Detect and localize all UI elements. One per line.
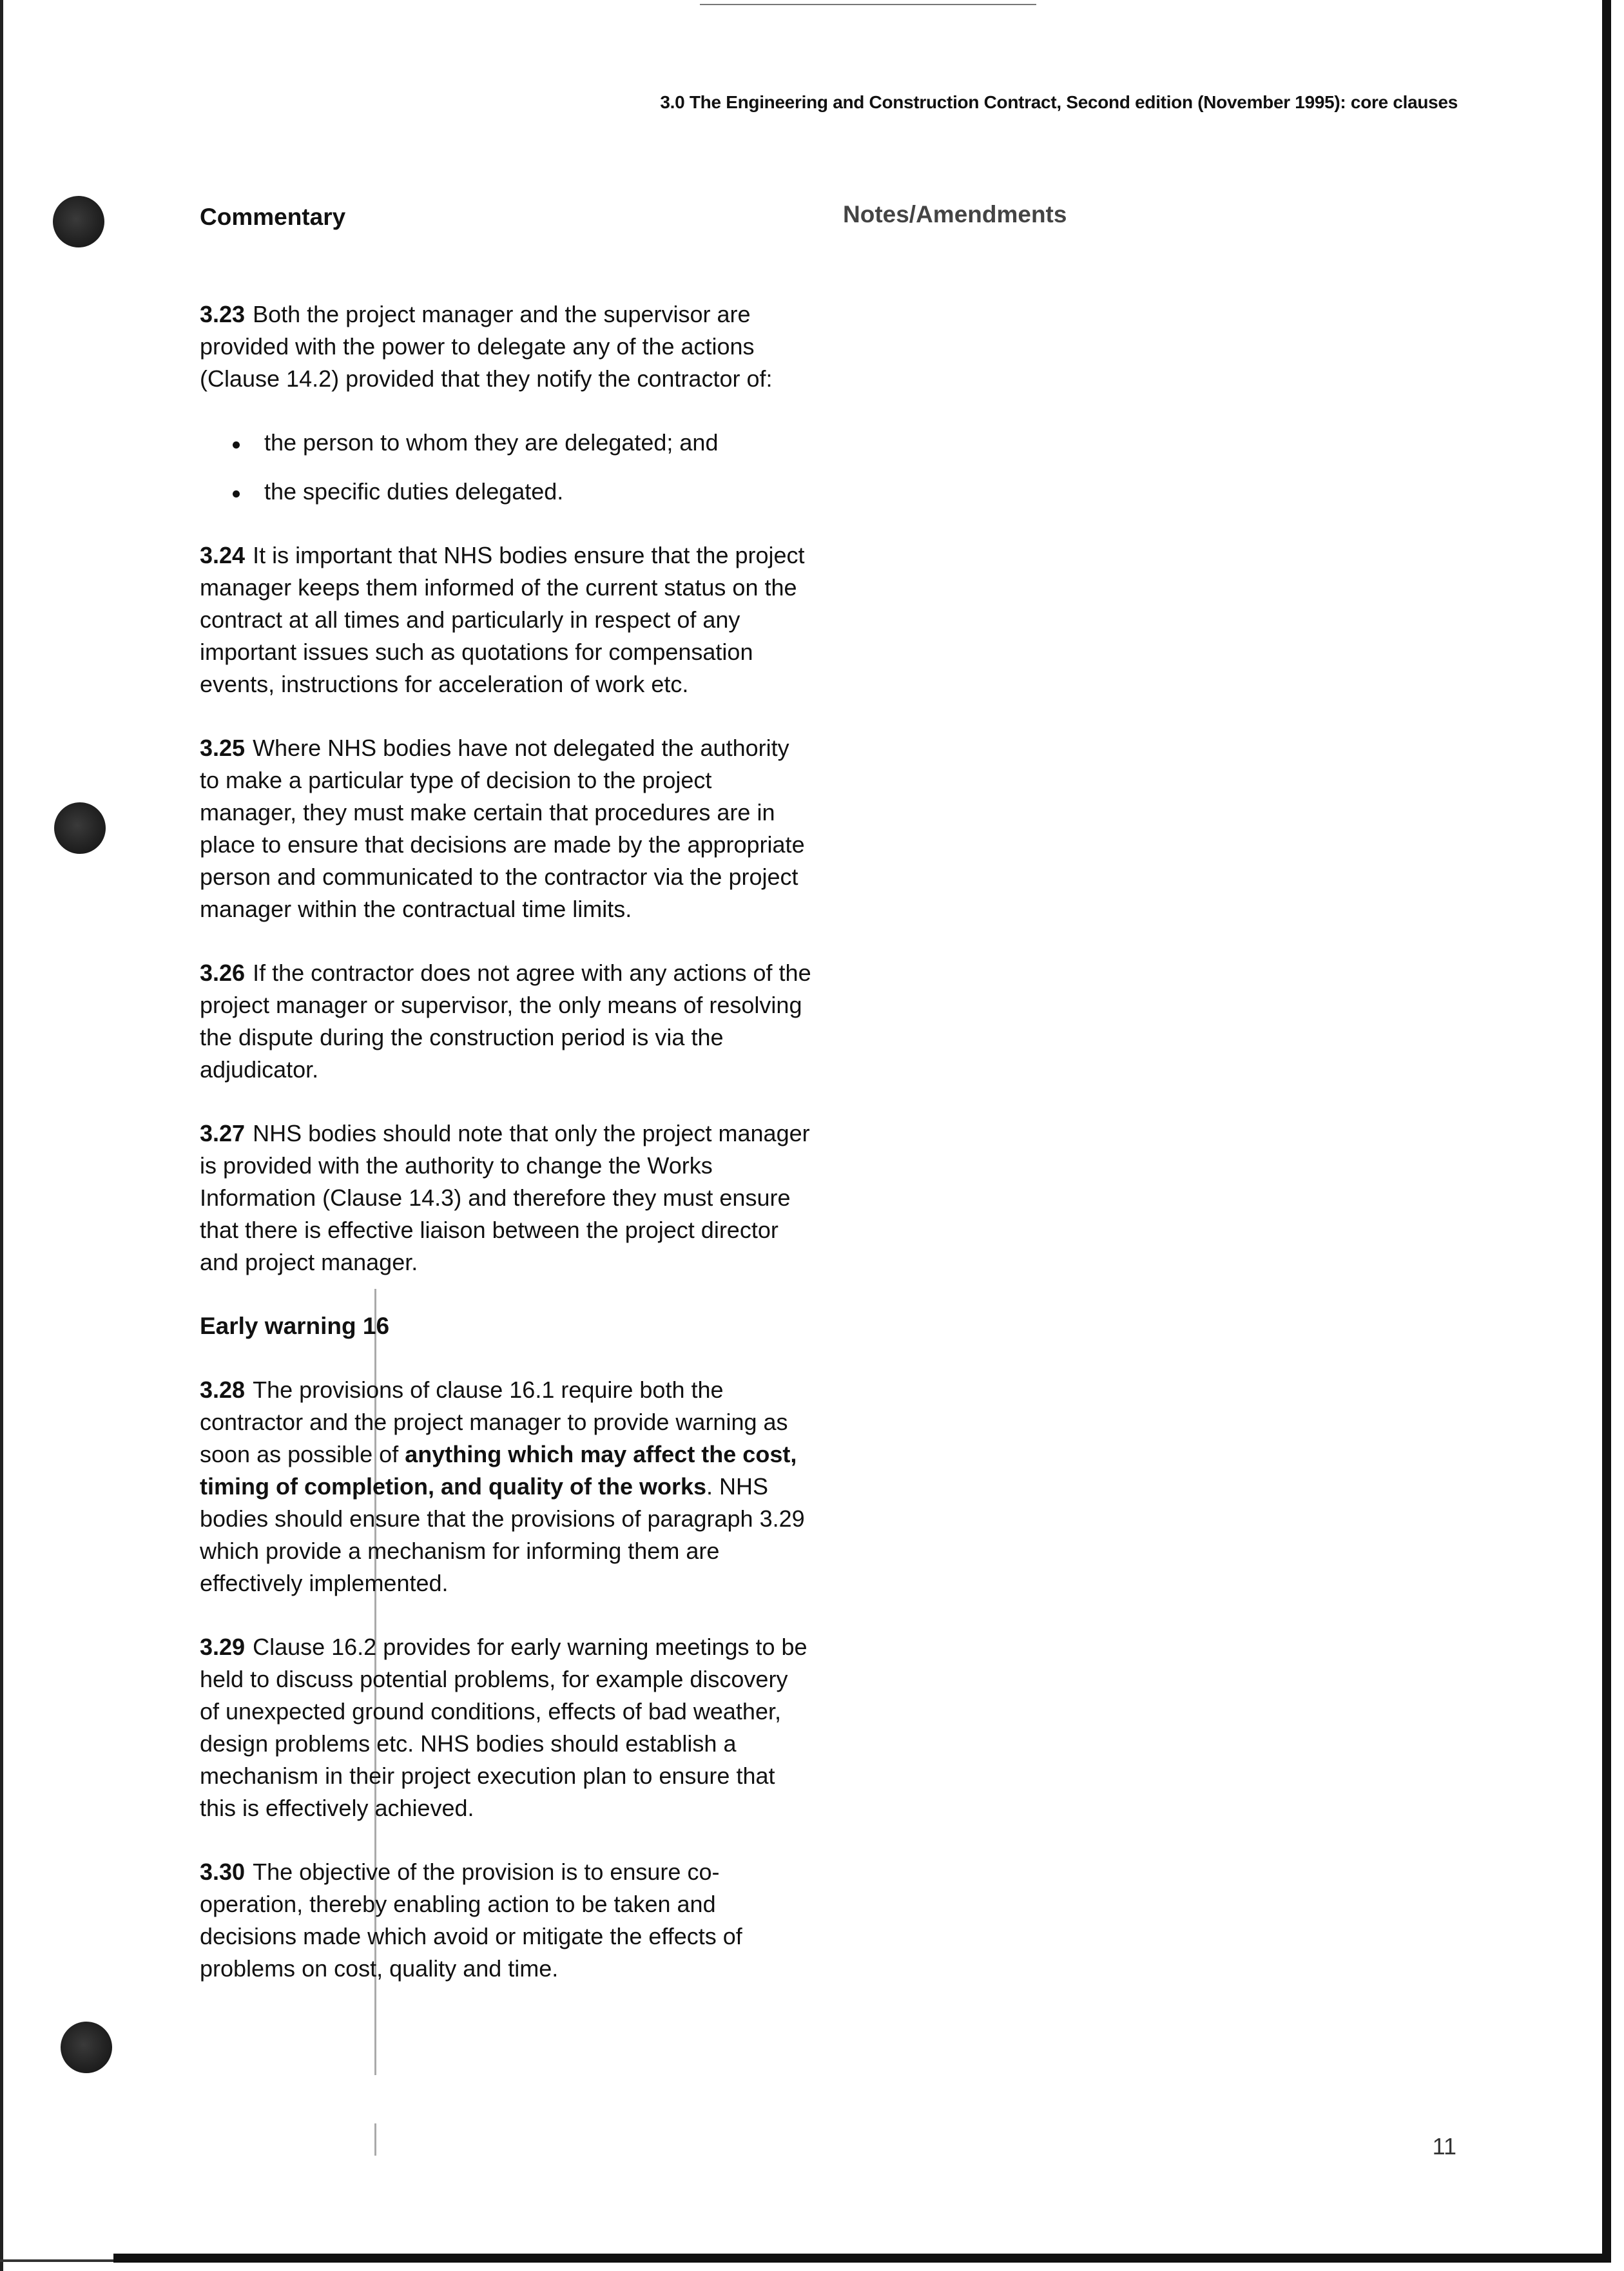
running-header: 3.0 The Engineering and Construction Contract, Second edition (November 1995): core clauses: [660, 92, 1458, 112]
early-warning-heading: [200, 1310, 812, 1342]
paragraph-text: Clause 16.2 provides for early warning meetings to be held to discuss potential problems, for example discovery of unexpected ground conditions, effects of bad weather, design problems etc. NHS bodies should establish a mechanism in their project execution plan to ensure that this is effectively achieved.: [200, 1634, 807, 1821]
bottom-page-edge: [113, 2254, 1611, 2263]
paragraph-number: 3.27: [200, 1120, 246, 1146]
scan-fold-line-lower: [374, 2123, 376, 2156]
delegation-bullet-list: [200, 427, 812, 508]
paragraph-3-26: [200, 957, 812, 1086]
paragraph-text: The provisions of clause 16.1 require both the contractor and the project manager to provide warning as soon as possible of: [200, 1377, 788, 1467]
right-page-edge: [1602, 0, 1611, 2261]
paragraph-text: NHS bodies should note that only the project manager is provided with the authority to change the Works Information (Clause 14.3) and therefore they must ensure that there is effective liaison between the project director and project manager.: [200, 1120, 810, 1275]
paragraph-text: The objective of the provision is to ensure co-operation, thereby enabling action to be taken and decisions made which avoid or mitigate the effects of problems on cost, quality and time.: [200, 1859, 742, 1982]
bullet-item: the person to whom they are delegated; and: [200, 427, 812, 459]
paragraph-number: 3.26: [200, 960, 246, 986]
paragraph-emphasis: anything which may affect the cost, timing of completion, and quality of the works: [200, 1441, 797, 1500]
notes-amendments-heading: Notes/Amendments: [843, 201, 1067, 227]
punch-hole-top: [53, 196, 104, 247]
paragraph-3-25: [200, 732, 812, 925]
bullet-item: the specific duties delegated.: [200, 476, 812, 508]
paragraph-3-27: [200, 1117, 812, 1279]
paragraph-number: 3.25: [200, 735, 246, 761]
commentary-heading: Commentary: [200, 204, 346, 230]
top-rule: [700, 4, 1036, 5]
paragraph-3-24: [200, 539, 812, 701]
punch-hole-bottom: [61, 2022, 112, 2073]
paragraph-3-28: [200, 1374, 812, 1599]
paragraph-text: If the contractor does not agree with any actions of the project manager or supervisor, the only means of resolving the dispute during the construction period is via the adjudicator.: [200, 960, 811, 1083]
paragraph-3-30: [200, 1856, 812, 1985]
paragraph-number: 3.30: [200, 1859, 246, 1885]
section-clause-number: 16: [362, 1313, 390, 1339]
paragraph-3-23: [200, 298, 812, 395]
commentary-column: [200, 298, 812, 2016]
paragraph-text-continued: . NHS bodies should ensure that the provisions of paragraph 3.29 which provide a mechanism for informing them are effectively implemented.: [200, 1473, 805, 1596]
page-number: 11: [1432, 2133, 1456, 2160]
left-page-edge: [0, 0, 3, 2271]
paragraph-text: Where NHS bodies have not delegated the authority to make a particular type of decision to the project manager, they must make certain that procedures are in place to ensure that decisions are made by the appropriate person and communicated to the contractor via the project manager within the contractual time limits.: [200, 735, 805, 922]
paragraph-number: 3.28: [200, 1377, 246, 1403]
paragraph-number: 3.24: [200, 542, 246, 568]
paragraph-number: 3.23: [200, 301, 246, 327]
bottom-left-page-edge: [0, 2259, 113, 2262]
paragraph-text: Both the project manager and the supervisor are provided with the power to delegate any of the actions (Clause 14.2) provided that they notify the contractor of:: [200, 301, 773, 392]
paragraph-text: It is important that NHS bodies ensure that the project manager keeps them informed of the current status on the contract at all times and particularly in respect of any important issues such as quotations for compensation events, instructions for acceleration of work etc.: [200, 542, 805, 697]
section-title: Early warning: [200, 1313, 356, 1339]
paragraph-number: 3.29: [200, 1634, 246, 1660]
paragraph-3-29: [200, 1631, 812, 1824]
punch-hole-middle: [54, 802, 106, 854]
